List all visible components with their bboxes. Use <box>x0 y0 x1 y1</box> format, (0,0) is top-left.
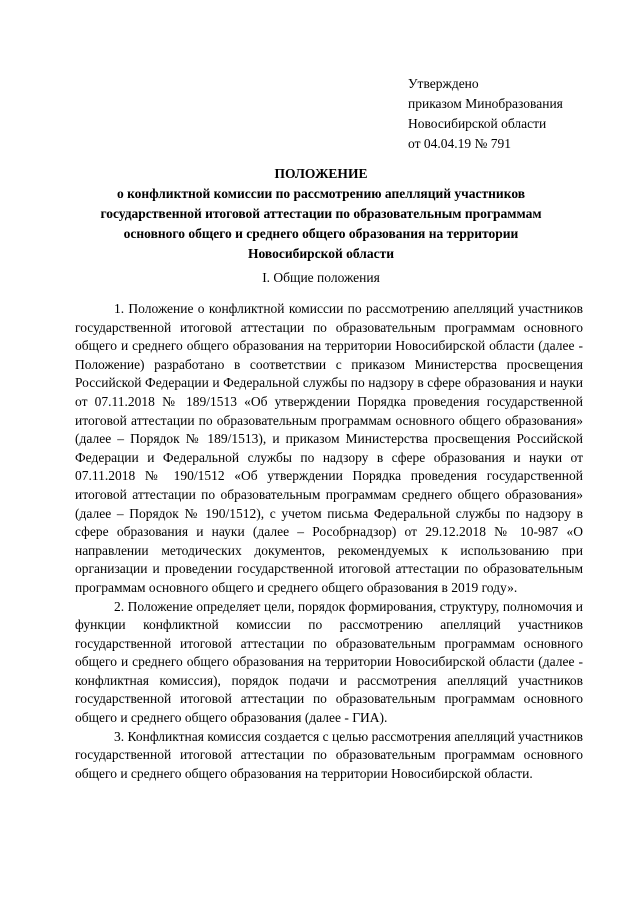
approval-line: Новосибирской области <box>408 116 547 131</box>
document-title <box>62 164 580 264</box>
document-body <box>75 300 583 783</box>
approval-line: приказом Минобразования <box>408 96 563 111</box>
approval-stamp <box>408 74 563 154</box>
approval-date-number: от 04.04.19 № 791 <box>408 136 511 151</box>
paragraph-2: 2. Положение определяет цели, порядок формирования, структуру, полномочия и функции конфликтной комиссии по рассмотрению апелляций участников государственной итоговой аттестации по образовательным программам основного общего и среднего общего образования на территории Новосибирской области (далее - конфликтная комиссия), порядок подачи и рассмотрения апелляций участников государственной итоговой аттестации по образовательным программам основного общего и среднего общего образования (далее - ГИА). <box>75 598 583 726</box>
paragraph-3: 3. Конфликтная комиссия создается с целью рассмотрения апелляций участников государственной итоговой аттестации по образовательным программам основного общего и среднего общего образования на территории Новосибирской области. <box>75 728 583 781</box>
paragraph-1: 1. Положение о конфликтной комиссии по рассмотрению апелляций участников государственной итоговой аттестации по образовательным программам основного общего и среднего общего образования на территории Новосибирской области (далее - Положение) разработано в соответствии с приказом Министерства просвещения Российской Федерации и Федеральной службы по надзору в сфере образования и науки от 07.11.2018 № 189/1513 «Об утверждении Порядка проведения государственной итоговой аттестации по образовательным программам основного общего образования» (далее – Порядок № 189/1513), и приказом Министерства просвещения Российской Федерации и Федеральной службы по надзору в сфере образования и науки от 07.11.2018 № 190/1512 «Об утверждении Порядка проведения государственной итоговой аттестации по образовательным программам среднего общего образования» (далее – Порядок № 190/1512), с учетом письма Федеральной службы по надзору в сфере образования и науки (далее – Рособрнадзор) от 29.12.2018 № 10-987 «О направлении методических документов, рекомендуемых к использованию при организации и проведении государственной итоговой аттестации по образовательным программам основного общего и среднего общего образования в 2019 году». <box>75 301 583 595</box>
title-line: основного общего и среднего общего образования на территории <box>123 226 519 241</box>
approval-line: Утверждено <box>408 76 479 91</box>
title-line: государственной итоговой аттестации по образовательным программам <box>100 206 542 221</box>
title-line: о конфликтной комиссии по рассмотрению апелляций участников <box>116 186 526 201</box>
section-heading: I. Общие положения <box>262 270 380 285</box>
title-heading: ПОЛОЖЕНИЕ <box>274 166 368 181</box>
title-line: Новосибирской области <box>247 246 395 261</box>
